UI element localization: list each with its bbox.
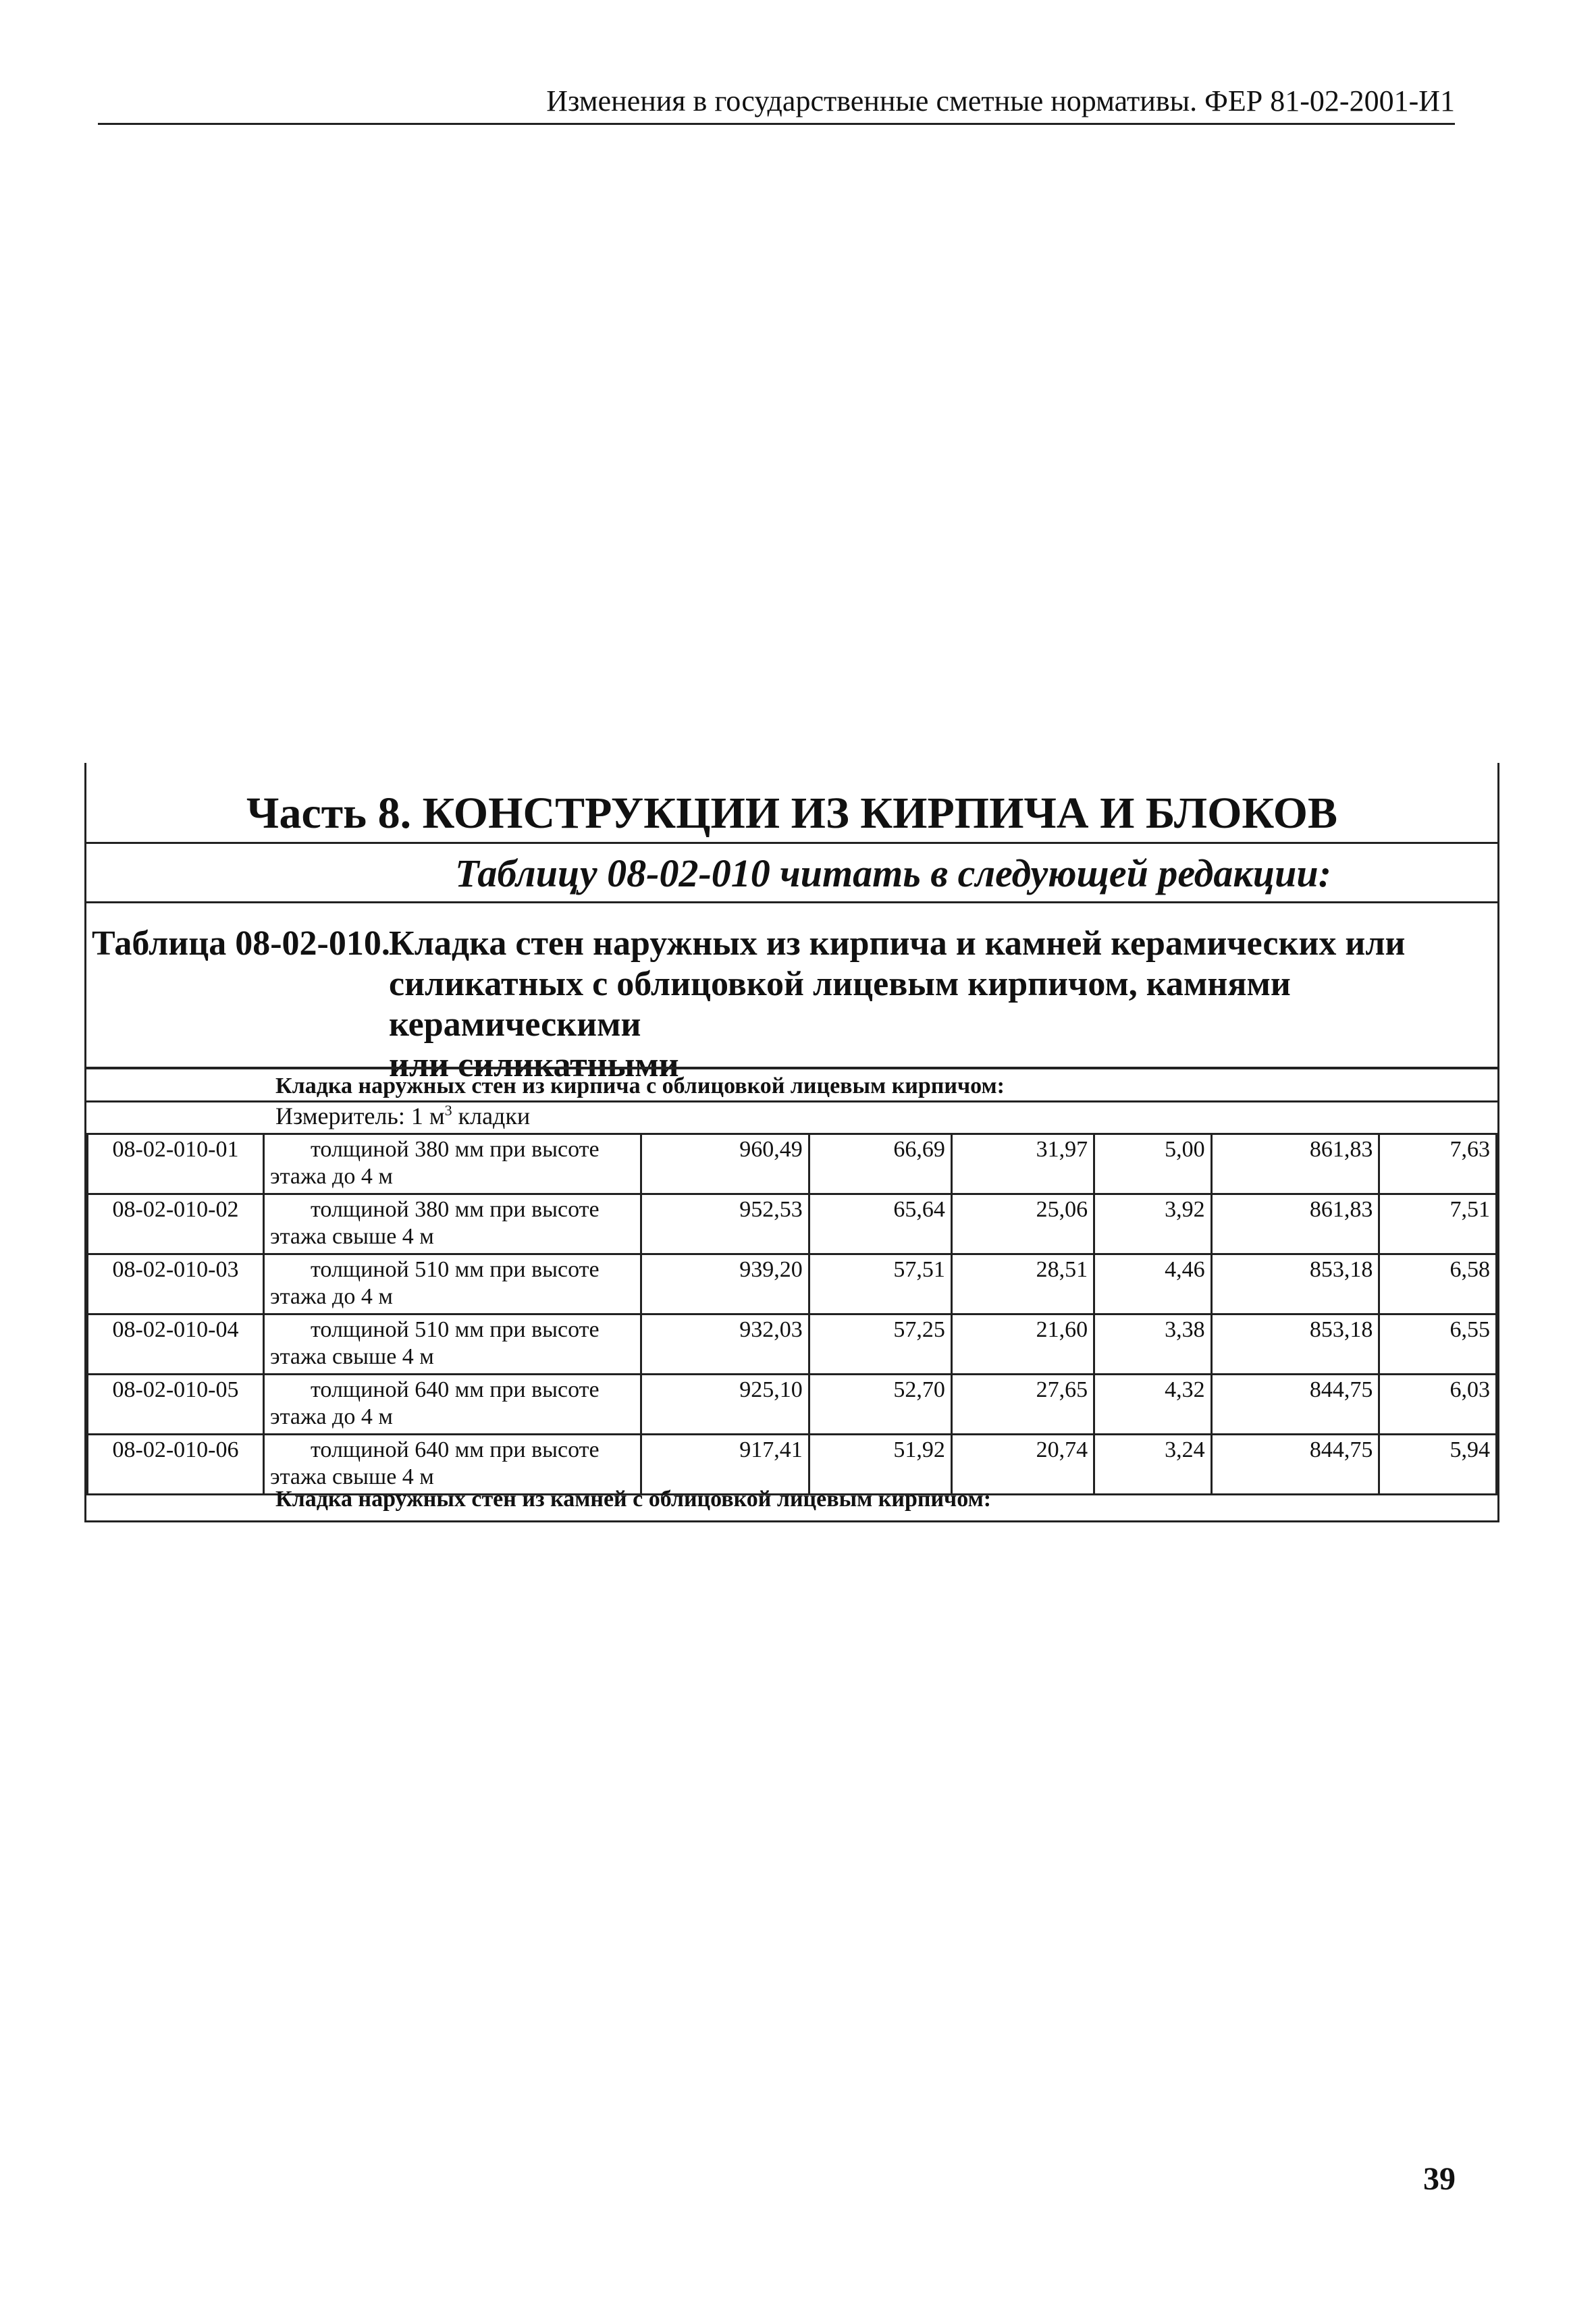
row-description-line: этажа свыше 4 м <box>270 1464 434 1489</box>
row-value: 861,83 <box>1211 1194 1379 1254</box>
row-value: 4,32 <box>1094 1375 1212 1435</box>
row-value: 52,70 <box>809 1375 951 1435</box>
row-description-line: толщиной 640 мм при высоте <box>311 1377 600 1402</box>
row-value: 51,92 <box>809 1435 951 1495</box>
row-value: 5,94 <box>1379 1435 1497 1495</box>
row-value: 853,18 <box>1211 1254 1379 1314</box>
table-caption-line: Кладка стен наружных из кирпича и камней керамических или <box>389 924 1406 963</box>
section-heading: Кладка наружных стен из кирпича с облицовкой лицевым кирпичом: <box>275 1073 1005 1098</box>
row-value: 917,41 <box>641 1435 809 1495</box>
table-row <box>88 1435 1497 1495</box>
row-description <box>264 1435 641 1495</box>
row-value: 3,92 <box>1094 1194 1212 1254</box>
row-value: 844,75 <box>1211 1435 1379 1495</box>
row-value: 925,10 <box>641 1375 809 1435</box>
page-number: 39 <box>1423 2161 1456 2197</box>
row-description-line: этажа до 4 м <box>270 1164 393 1189</box>
row-value: 6,58 <box>1379 1254 1497 1314</box>
unit-suffix: кладки <box>452 1102 531 1129</box>
section-heading: Кладка наружных стен из камней с облицовкой лицевым кирпичом: <box>275 1487 992 1512</box>
unit-superscript: 3 <box>444 1102 452 1119</box>
table-caption-description <box>389 924 1503 1086</box>
row-description <box>264 1194 641 1254</box>
unit-prefix: Измеритель: 1 м <box>275 1102 445 1129</box>
table-row <box>88 1194 1497 1254</box>
row-value: 6,03 <box>1379 1375 1497 1435</box>
row-value: 57,51 <box>809 1254 951 1314</box>
norms-table <box>86 1133 1497 1495</box>
row-description-line: толщиной 380 мм при высоте <box>311 1137 600 1162</box>
row-description-line: этажа до 4 м <box>270 1284 393 1309</box>
row-description-line: толщиной 510 мм при высоте <box>311 1257 600 1282</box>
row-value: 31,97 <box>951 1134 1094 1194</box>
table-caption-line: силикатных с облицовкой лицевым кирпичом, камнями керамическими <box>389 965 1291 1044</box>
table-caption-lead: Таблица 08-02-010. <box>92 924 390 963</box>
part-title: Часть 8. КОНСТРУКЦИИ ИЗ КИРПИЧА И БЛОКОВ <box>86 763 1497 844</box>
row-value: 7,51 <box>1379 1194 1497 1254</box>
read-note: Таблицу 08-02-010 читать в следующей редакции: <box>86 844 1497 903</box>
row-description <box>264 1134 641 1194</box>
row-value: 7,63 <box>1379 1134 1497 1194</box>
row-description <box>264 1375 641 1435</box>
table-row <box>88 1134 1497 1194</box>
table-row <box>88 1375 1497 1435</box>
unit-of-measure <box>275 1102 530 1130</box>
table-frame <box>84 763 1499 1522</box>
row-value: 853,18 <box>1211 1314 1379 1375</box>
row-value: 952,53 <box>641 1194 809 1254</box>
row-value: 27,65 <box>951 1375 1094 1435</box>
row-code: 08-02-010-06 <box>88 1435 264 1495</box>
running-header-text: Изменения в государственные сметные нормативы. ФЕР 81-02-2001-И1 <box>546 84 1455 117</box>
row-value: 939,20 <box>641 1254 809 1314</box>
row-value: 20,74 <box>951 1435 1094 1495</box>
row-description <box>264 1254 641 1314</box>
row-value: 4,46 <box>1094 1254 1212 1314</box>
row-value: 57,25 <box>809 1314 951 1375</box>
table-row <box>88 1254 1497 1314</box>
row-value: 5,00 <box>1094 1134 1212 1194</box>
row-description-line: толщиной 380 мм при высоте <box>311 1197 600 1222</box>
row-value: 3,24 <box>1094 1435 1212 1495</box>
row-description-line: толщиной 510 мм при высоте <box>311 1317 600 1342</box>
running-header <box>98 80 1455 125</box>
row-value: 3,38 <box>1094 1314 1212 1375</box>
row-code: 08-02-010-02 <box>88 1194 264 1254</box>
row-value: 21,60 <box>951 1314 1094 1375</box>
row-value: 65,64 <box>809 1194 951 1254</box>
row-value: 861,83 <box>1211 1134 1379 1194</box>
row-description-line: толщиной 640 мм при высоте <box>311 1437 600 1462</box>
row-value: 960,49 <box>641 1134 809 1194</box>
row-value: 844,75 <box>1211 1375 1379 1435</box>
table-row <box>88 1314 1497 1375</box>
row-description-line: этажа до 4 м <box>270 1404 393 1429</box>
row-value: 66,69 <box>809 1134 951 1194</box>
row-description <box>264 1314 641 1375</box>
row-value: 6,55 <box>1379 1314 1497 1375</box>
row-code: 08-02-010-04 <box>88 1314 264 1375</box>
row-value: 28,51 <box>951 1254 1094 1314</box>
row-code: 08-02-010-01 <box>88 1134 264 1194</box>
row-value: 932,03 <box>641 1314 809 1375</box>
row-code: 08-02-010-03 <box>88 1254 264 1314</box>
table-caption-line: или силикатными <box>389 1046 679 1084</box>
row-value: 25,06 <box>951 1194 1094 1254</box>
row-description-line: этажа свыше 4 м <box>270 1344 434 1369</box>
caption-rule <box>86 1067 1497 1069</box>
row-code: 08-02-010-05 <box>88 1375 264 1435</box>
row-description-line: этажа свыше 4 м <box>270 1224 434 1249</box>
